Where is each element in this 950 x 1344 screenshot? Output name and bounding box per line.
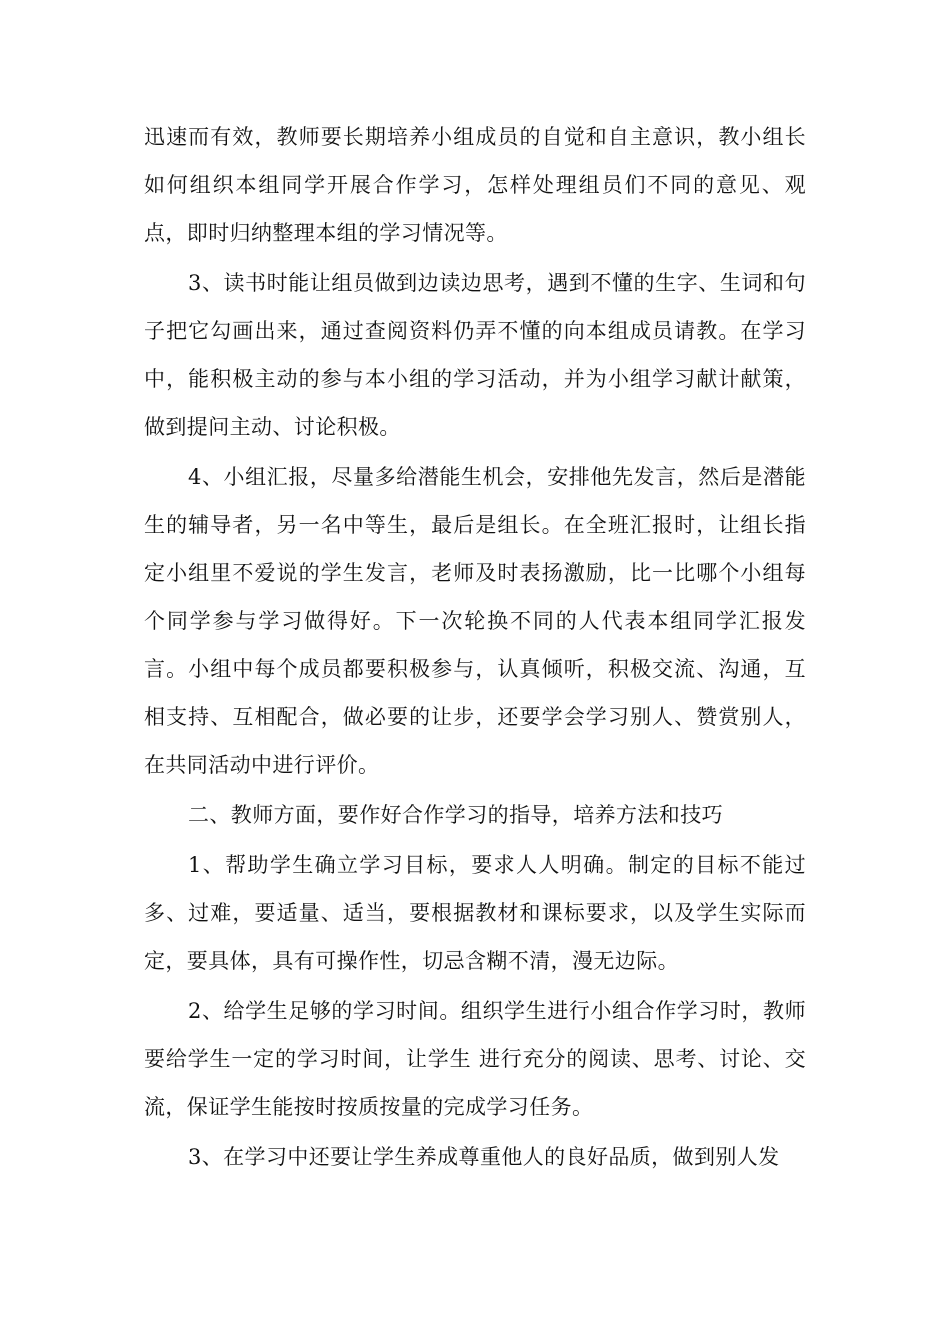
paragraph-item-3-respect: 3、在学习中还要让学生养成尊重他人的良好品质，做到别人发 — [188, 1145, 780, 1169]
paragraph-item-4-report: 4、小组汇报，尽量多给潜能生机会，安排他先发言，然后是潜能生的辅导者，另一名中等生，最后是组长。在全班汇报时，让组长指定小组里不爱说的学生发言，老师及时表扬激励，比一比哪个小组每个同学参与学习做得好。下一次轮换不同的人代表本组同学汇报发言。小组中每个成员都要积极参与，认真倾听，积极交流、沟通，互相支持、互相配合，做必要的让步，还要学会学习别人、赞赏别人，在共同活动中进行评价。 — [144, 465, 806, 777]
paragraph-continuation: 迅速而有效，教师要长期培养小组成员的自觉和自主意识，教小组长如何组织本组同学开展合作学习，怎样处理组员们不同的意见、观点，即时归纳整理本组的学习情况等。 — [144, 125, 806, 245]
section-heading-teacher: 二、教师方面，要作好合作学习的指导，培养方法和技巧 — [188, 803, 723, 827]
document-body — [144, 113, 806, 1183]
paragraph-item-3-reading: 3、读书时能让组员做到边读边思考，遇到不懂的生字、生词和句子把它勾画出来，通过查阅资料仍弄不懂的向本组成员请教。在学习中，能积极主动的参与本小组的学习活动，并为小组学习献计献策，做到提问主动、讨论积极。 — [144, 271, 806, 439]
paragraph-item-1-goals: 1、帮助学生确立学习目标，要求人人明确。制定的目标不能过多、过难，要适量、适当，要根据教材和课标要求，以及学生实际而定，要具体，具有可操作性，切忌含糊不清，漫无边际。 — [144, 853, 806, 973]
paragraph-item-2-time: 2、给学生足够的学习时间。组织学生进行小组合作学习时，教师要给学生一定的学习时间，让学生 进行充分的阅读、思考、讨论、交流，保证学生能按时按质按量的完成学习任务。 — [144, 999, 806, 1119]
